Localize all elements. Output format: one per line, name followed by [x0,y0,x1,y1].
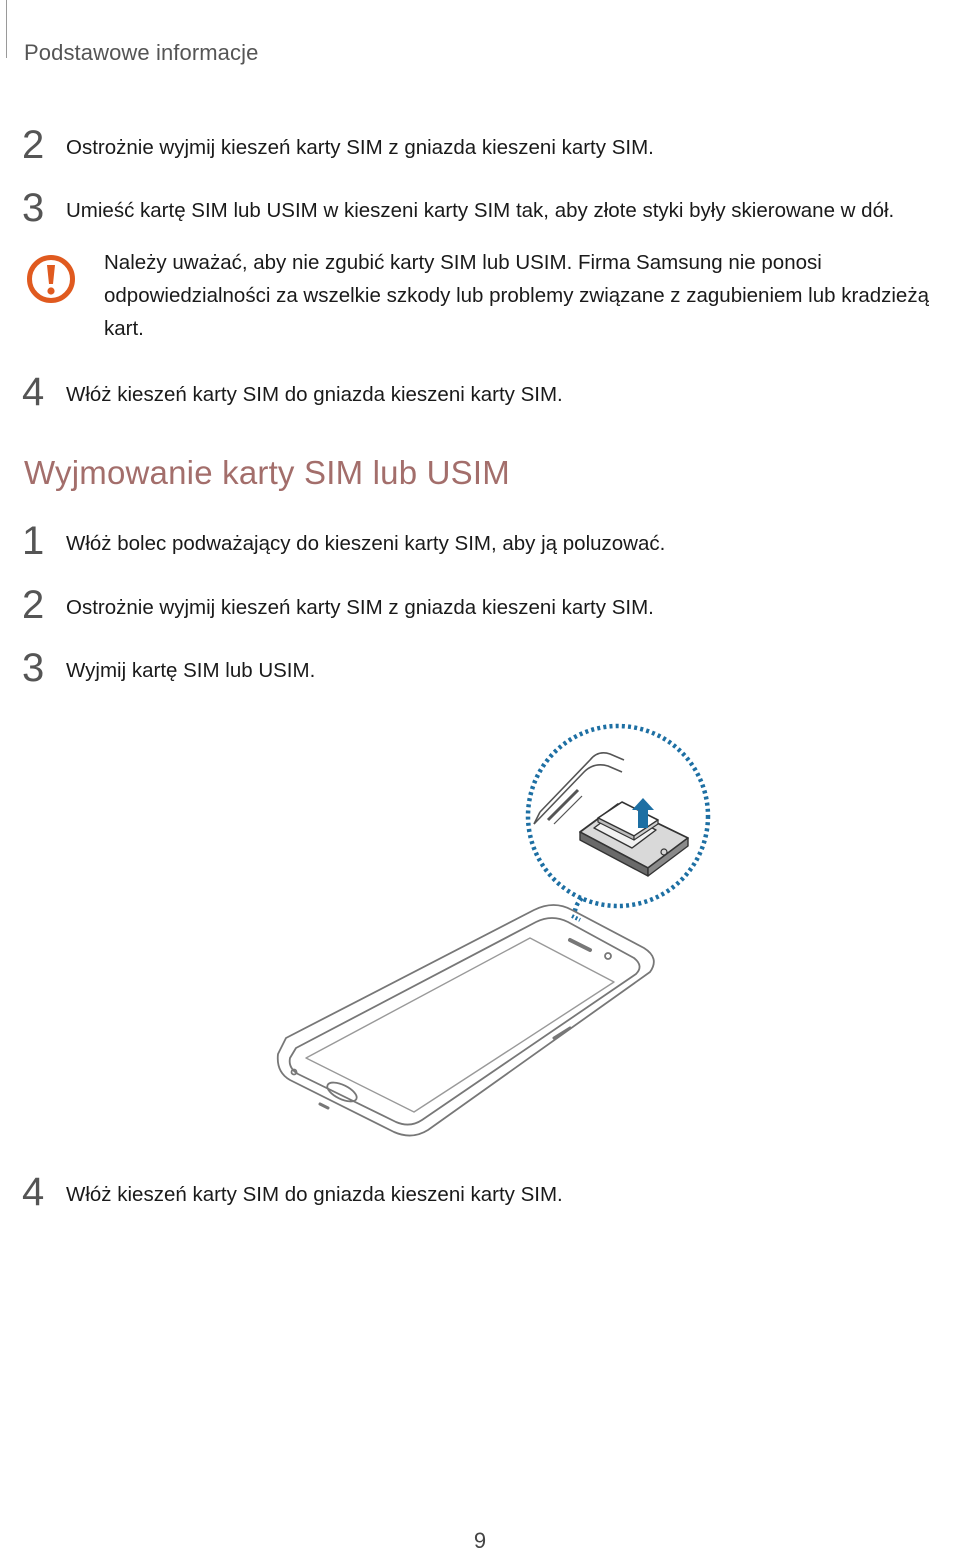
step-text: Włóż kieszeń karty SIM do gniazda kieszeni karty SIM. [66,383,563,406]
step-text: Włóż bolec podważający do kieszeni karty SIM, aby ją poluzować. [66,532,666,555]
header-rule [6,0,7,58]
step-number: 3 [22,186,45,230]
step-text: Ostrożnie wyjmij kieszeń karty SIM z gniazda kieszeni karty SIM. [66,136,654,159]
step-number: 2 [22,123,45,167]
section-title: Wyjmowanie karty SIM lub USIM [24,454,510,491]
step-number: 1 [22,519,45,563]
step-text: Ostrożnie wyjmij kieszeń karty SIM z gniazda kieszeni karty SIM. [66,596,654,619]
step-text: Wyjmij kartę SIM lub USIM. [66,659,316,682]
step-text: Umieść kartę SIM lub USIM w kieszeni karty SIM tak, aby złote styki były skierowane w dół. [66,199,895,222]
sim-removal-illustration [272,720,722,1140]
warning-text: Należy uważać, aby nie zgubić karty SIM lub USIM. Firma Samsung nie ponosi odpowiedzialności za wszelkie szkody lub problemy związane z zagubieniem lub kradzieżą kart. [104,251,929,340]
step-number: 4 [22,1170,45,1214]
header-title: Podstawowe informacje [24,40,259,65]
step-number: 4 [22,370,45,414]
step-number: 2 [22,583,45,627]
phone-body [278,905,654,1136]
exclamation-icon [26,254,76,304]
step-number: 3 [22,646,45,690]
page-number: 9 [473,1528,487,1553]
step-text: Włóż kieszeń karty SIM do gniazda kieszeni karty SIM. [66,1183,563,1206]
